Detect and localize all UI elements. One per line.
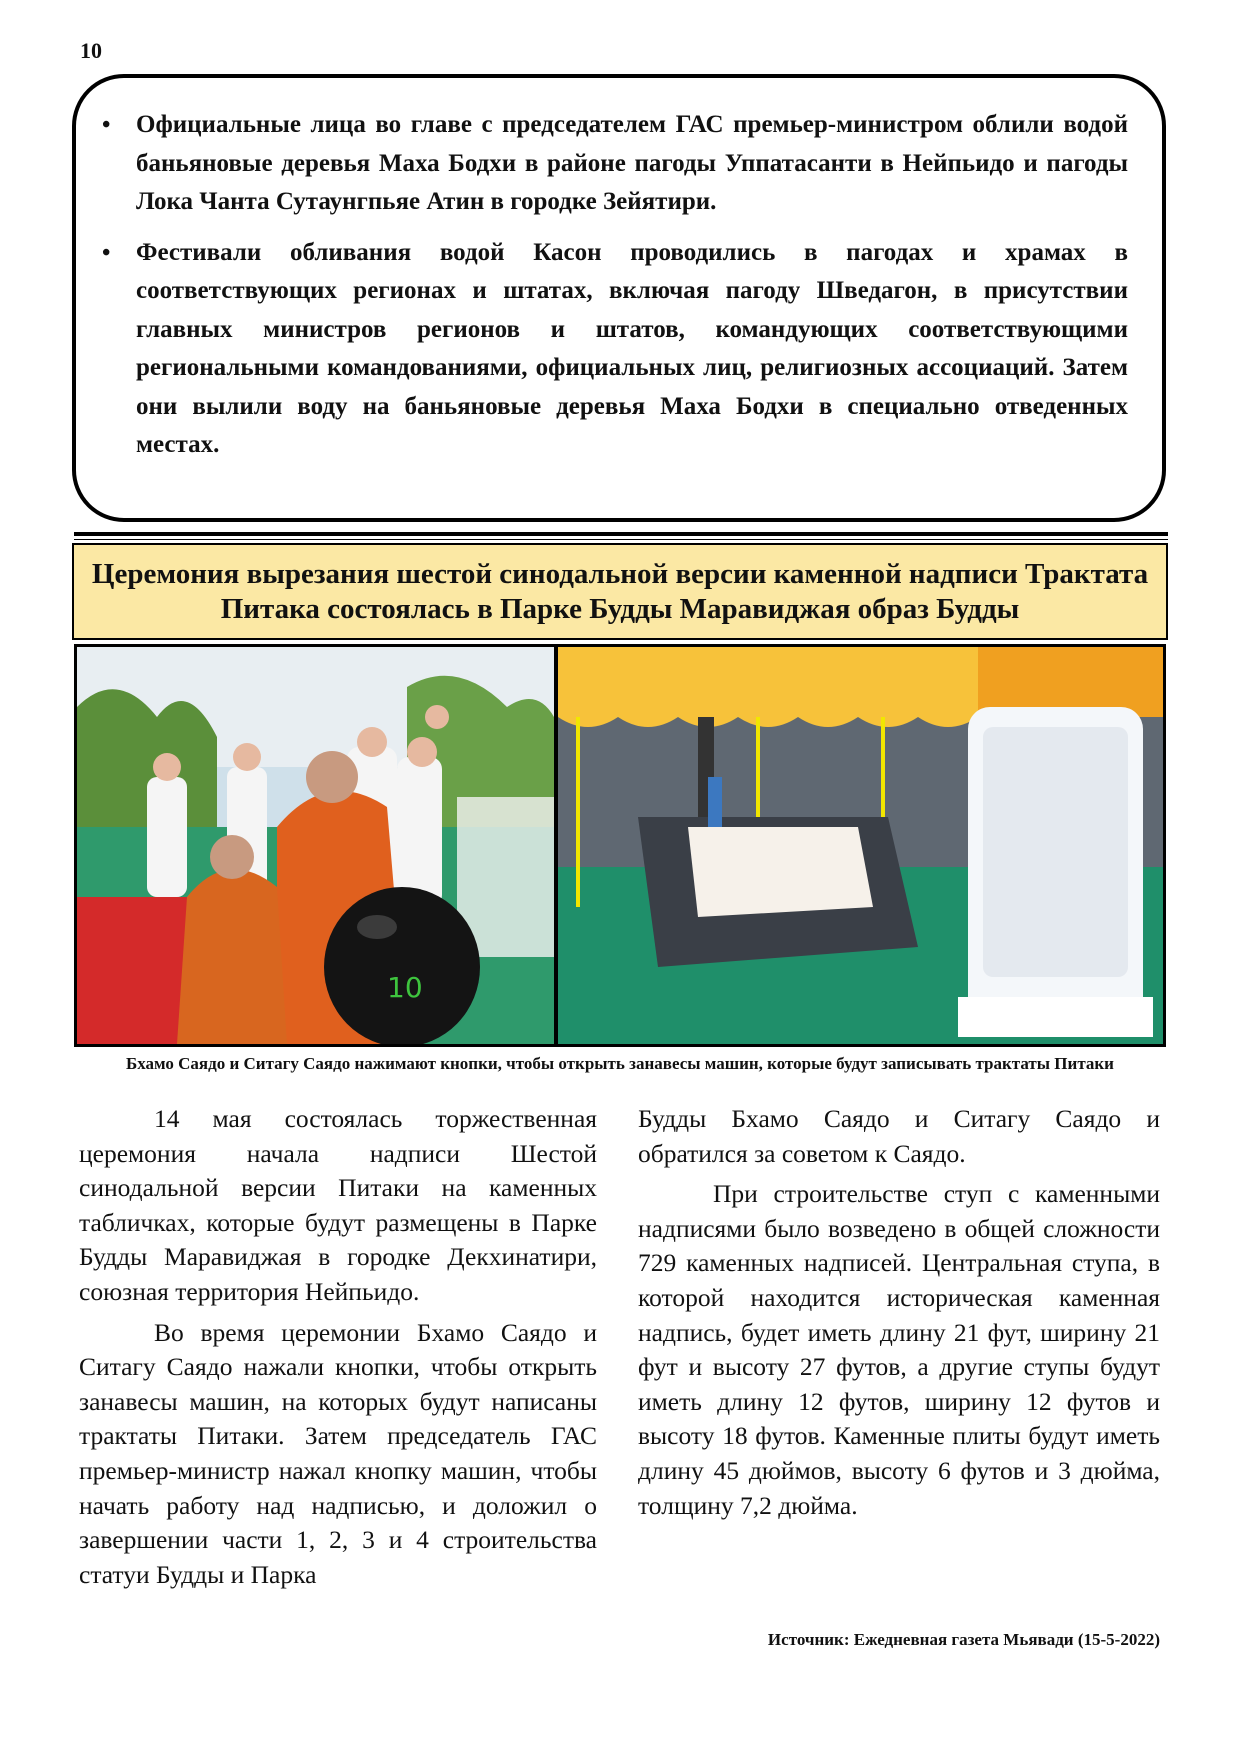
highlight-text: Официальные лица во главе с председателем ГАС премьер-министром облили водой баньяновые деревья Маха Бодхи в районе пагоды Уппатасанти в Нейпьидо и пагоды Лока Чанта Сутаунгпьяе Атин в городке Зейятири. bbox=[136, 111, 1128, 215]
bullet-icon: • bbox=[102, 112, 111, 138]
page-number: 10 bbox=[80, 38, 102, 63]
highlight-text: Фестивали обливания водой Касон проводились в пагодах и храмах в соответствующих регионах и штатах, включая пагоду Шведагон, в присутствии главных министров регионов и штатов, командующих соответствующими региональными командованиями, официальных лиц, религиозных ассоциаций. Затем они вылили воду на баньяновые деревья Маха Бодхи в специально отведенных местах. bbox=[136, 238, 1128, 458]
bullet-icon: • bbox=[102, 239, 111, 266]
article-paragraph: 14 мая состоялась торжественная церемония начала надписи Шестой синодальной версии Питаки на каменных табличках, которые будут размещены в Парке Будды Маравиджая в городке Декхинатири, союзная территория Нейпьидо. bbox=[79, 1104, 597, 1306]
carving-machine-photo bbox=[558, 647, 1163, 1044]
highlight-item bbox=[102, 106, 1128, 222]
section-divider bbox=[74, 532, 1168, 536]
section-divider-thin bbox=[74, 539, 1168, 540]
article-column-left bbox=[79, 1102, 597, 1598]
article-column-right bbox=[638, 1102, 1160, 1529]
article-paragraph: При строительстве ступ с каменными надписями было возведено в общей сложности 729 каменных надписей. Центральная ступа, в которой находится историческая каменная надпись, будет иметь длину 21 фут, ширину 21 фут и высоту 27 футов, а другие ступы будут иметь длину 12 футов, ширину 12 футов и высоту 18 футов. Каменные плиты будут иметь длину 45 дюймов, высоту 6 футов и 3 дюйма, толщину 7,2 дюйма. bbox=[638, 1179, 1160, 1520]
article-paragraph: Будды Бхамо Саядо и Ситагу Саядо и обратился за советом к Саядо. bbox=[638, 1104, 1160, 1168]
article-paragraph: Во время церемонии Бхамо Саядо и Ситагу Саядо нажали кнопки, чтобы открыть занавесы машин, на которых будут написаны трактаты Питаки. Затем председатель ГАС премьер-министр нажал кнопку машин, чтобы начать работу над надписью, и доложил о завершении части 1, 2, 3 и 4 строительства статуи Будды и Парка bbox=[79, 1317, 597, 1589]
svg-text:10: 10 bbox=[387, 971, 423, 1004]
source-credit: Источник: Ежедневная газета Мьявади (15-5-2022) bbox=[767, 1630, 1160, 1649]
highlights-box bbox=[72, 74, 1166, 522]
highlights-list bbox=[76, 78, 1162, 465]
headline-banner bbox=[72, 543, 1168, 640]
ceremony-photo bbox=[77, 647, 554, 1044]
article-headline: Церемония вырезания шестой синодальной версии каменной надписи Трактата Питака состоялась в Парке Будды Маравиджая образ Будды bbox=[91, 557, 1149, 625]
photo-caption: Бхамо Саядо и Ситагу Саядо нажимают кнопки, чтобы открыть занавесы машин, которые будут записывать трактаты Питаки bbox=[126, 1054, 1114, 1073]
photo-strip bbox=[74, 644, 1166, 1047]
highlight-item bbox=[102, 234, 1128, 465]
